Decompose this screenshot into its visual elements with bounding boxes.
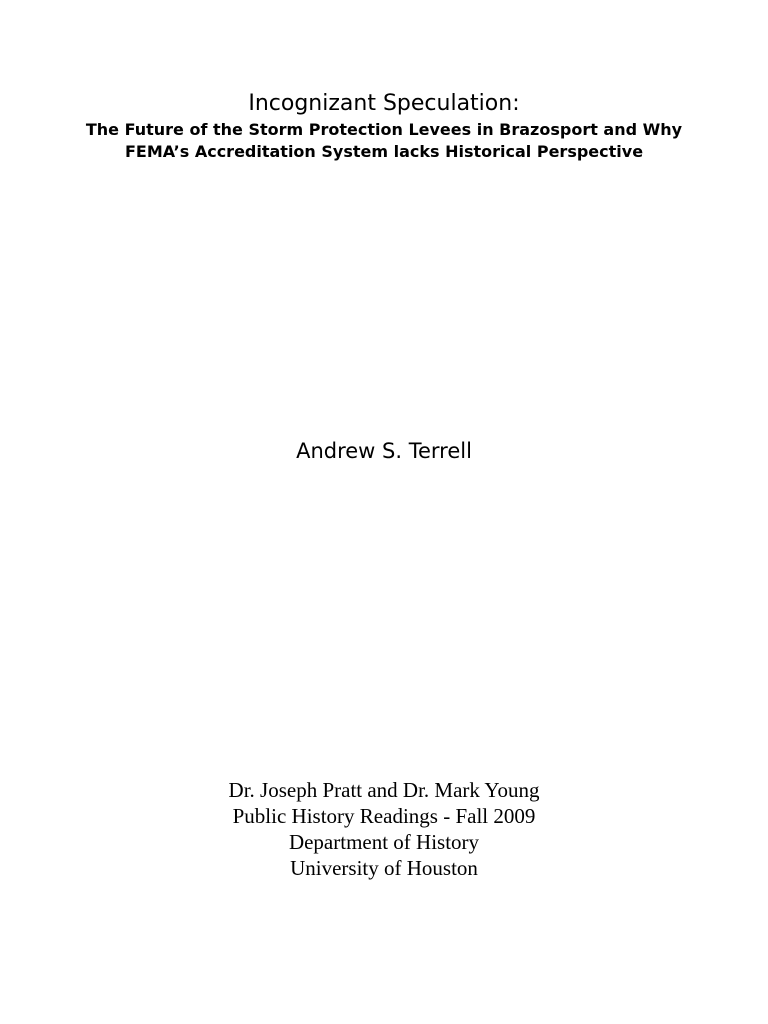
document-subtitle-line-2: FEMA’s Accreditation System lacks Historical Perspective [124,142,644,161]
author-name: Andrew S. Terrell [296,439,472,463]
title-block [0,89,768,163]
document-title: Incognizant Speculation: [248,91,520,116]
advisors-line: Dr. Joseph Pratt and Dr. Mark Young [228,778,540,802]
course-line: Public History Readings - Fall 2009 [232,804,536,828]
affiliation-block [0,777,768,881]
university-line: University of Houston [290,856,478,880]
department-line: Department of History [288,830,480,854]
document-subtitle-line-1: The Future of the Storm Protection Levees in Brazosport and Why [85,120,683,139]
